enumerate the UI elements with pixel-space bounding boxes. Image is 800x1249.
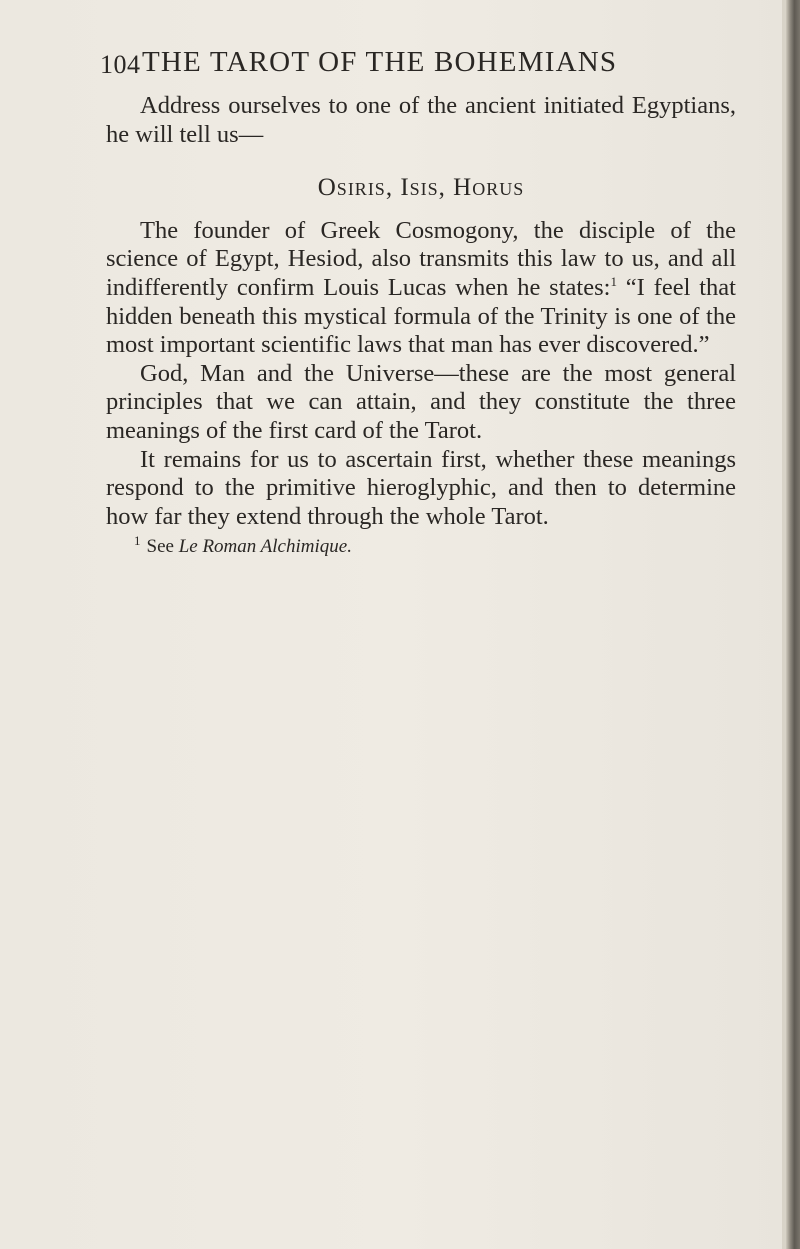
paragraph: It remains for us to ascertain first, whether these meanings respond to the primitive hieroglyphic, and then to determine how far they extend through the whole Tarot. (106, 445, 736, 530)
footnote-prefix: See (146, 536, 179, 558)
paragraph: Address ourselves to one of the ancient initiated Egyptians, he will tell us— (106, 92, 736, 148)
paragraph: God, Man and the Universe—these are the most general principles that we can attain, and they constitute the three meanings of the first card of the Tarot. (106, 359, 736, 444)
paragraph-text: The founder of Greek Cosmogony, the disciple of the science of Egypt, Hesiod, also transmits this law to us, and all indifferently confirm Louis Lucas when he states: (106, 216, 736, 301)
book-edge-shadow (786, 0, 800, 1249)
page-header (100, 46, 740, 82)
running-head: THE TAROT OF THE BOHEMIANS (142, 46, 618, 78)
page-number: 104 (100, 50, 141, 79)
footnote (106, 532, 736, 559)
footnote-reference: 1 (610, 273, 617, 289)
section-heading: Osiris, Isis, Horus (317, 174, 525, 202)
paragraph-text: “I feel that hidden beneath this mystical formula of the Trinity is one of the most important scientific laws that man has ever discovered.” (106, 273, 736, 359)
footnote-marker: 1 (134, 532, 141, 548)
footnote-title: Le Roman Alchimique. (178, 536, 352, 558)
body-text (106, 92, 736, 559)
paragraph (106, 217, 736, 360)
